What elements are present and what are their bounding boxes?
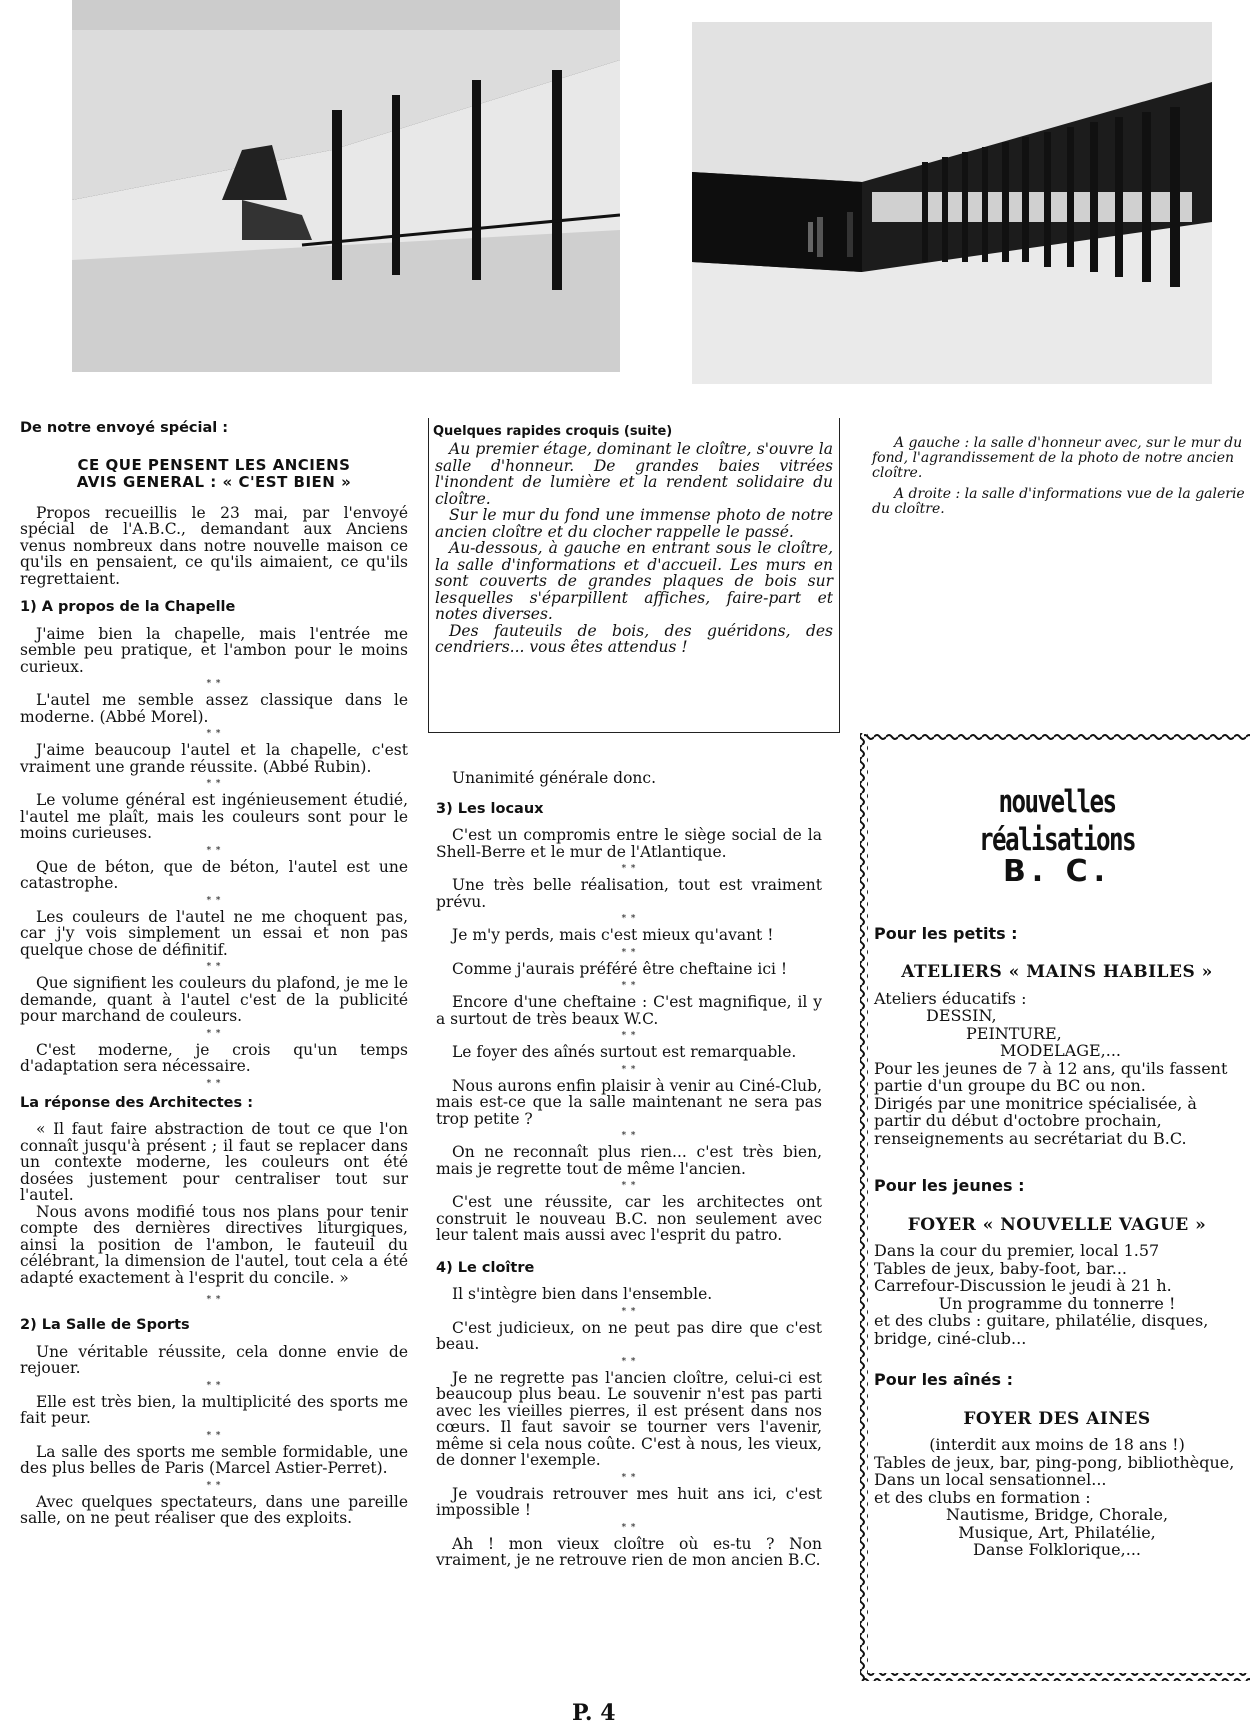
nouvelle-vague-text: Dans la cour du premier, local 1.57	[874, 1241, 1160, 1260]
ateliers-text: Pour les jeunes de 7 à 12 ans, qu'ils fassent partie d'un groupe du BC ou non.	[874, 1058, 1228, 1095]
cloitre-quote: C'est judicieux, on ne peut pas dire que c'est beau.	[436, 1318, 822, 1353]
separator-stars: * *	[621, 1064, 637, 1075]
sports-quote: Une véritable réussite, cela donne envie de rejouer.	[20, 1342, 408, 1377]
section-sports-title: 2) La Salle de Sports	[20, 1317, 190, 1333]
petits-label: Pour les petits :	[874, 923, 1018, 943]
chapelle-quote: L'autel me semble assez classique dans le moderne. (Abbé Morel).	[20, 691, 408, 726]
nouvelle-vague-text: Tables de jeux, baby-foot, bar...	[874, 1258, 1128, 1278]
ateliers-text: Dirigés par une monitrice spécialisée, à partir du début d'octobre prochain, renseignements au secrétariat du B.C.	[874, 1093, 1197, 1148]
chapelle-quote: C'est moderne, je crois qu'un temps d'adaptation sera nécessaire.	[20, 1040, 408, 1075]
locaux-quote: C'est une réussite, car les architectes ont construit le nouveau B.C. non seulement avec leur talent mais aussi avec l'esprit du patro.	[436, 1193, 822, 1244]
photo-salle-honneur	[72, 0, 620, 372]
separator-stars: * *	[206, 679, 222, 689]
atelier-item: MODELAGE,...	[1000, 1041, 1121, 1060]
foyer-aines-title: FOYER DES AINES	[963, 1408, 1151, 1429]
cloitre-quote: Je ne regrette pas l'ancien cloître, celui-ci est beaucoup plus beau. Le souvenir n'est pas parti avec les vieilles pierres, il est présent dans nos cœurs. Il faut savoir se tourner vers l'avenir, même si cela nous coûte. C'est à nous, les vieux, de donner l'exemple.	[436, 1368, 822, 1469]
cloitre-quote: Je voudrais retrouver mes huit ans ici, c'est impossible !	[436, 1484, 822, 1519]
separator-stars: * *	[621, 947, 637, 958]
aines-club: Musique, Art, Philatélie,	[958, 1522, 1156, 1542]
separator-stars: * *	[206, 779, 222, 789]
croquis-paragraph: Sur le mur du fond une immense photo de notre ancien cloître et du clocher rappelle le passé.	[435, 506, 833, 541]
column-middle	[436, 770, 822, 1575]
architectes-paragraph: Nous avons modifié tous nos plans pour tenir compte des dernières directives liturgiques, ainsi la position de l'ambon, le fauteuil du célébrant, la dimension de l'autel, tout cela a été adapté exactement à l'esprit du concile. »	[20, 1202, 408, 1287]
sports-quote: Elle est très bien, la multiplicité des sports me fait peur.	[20, 1392, 408, 1427]
chapelle-quote: Que de béton, que de béton, l'autel est une catastrophe.	[20, 857, 408, 892]
separator-stars: * *	[206, 1078, 222, 1089]
aines-club: Nautisme, Bridge, Chorale,	[945, 1505, 1169, 1524]
sports-quote: Avec quelques spectateurs, dans une pareille salle, on ne peut réaliser que des exploits.	[20, 1492, 408, 1527]
separator-stars: * *	[621, 1131, 637, 1141]
croquis-paragraph: Des fauteuils de bois, des guéridons, des cendriers... vous êtes attendus !	[435, 621, 833, 656]
separator-stars: * *	[206, 1480, 222, 1491]
croquis-paragraph: Au premier étage, dominant le cloître, s'ouvre la salle d'honneur. De grandes baies vitrées l'inondent de lumière et la rendent solidaire du cloître.	[435, 440, 833, 508]
separator-stars: * *	[206, 962, 222, 972]
unanimity-text: Unanimité générale donc.	[452, 769, 657, 787]
section-cloitre-title: 4) Le cloître	[436, 1259, 535, 1276]
intro-paragraph: Propos recueillis le 23 mai, par l'envoyé spécial de l'A.B.C., demandant aux Anciens venus nombreux dans notre nouvelle maison ce qu'ils en pensaient, ce qu'ils aimaient, ce qu'ils regrettaient.	[20, 503, 408, 588]
separator-stars: * *	[206, 845, 222, 856]
aines-text: Tables de jeux, bar, ping-pong, bibliothèque,	[874, 1452, 1235, 1472]
caption-right: A droite : la salle d'informations vue de la galerie du cloître.	[872, 486, 1245, 517]
croquis-paragraph: Au-dessous, à gauche en entrant sous le cloître, la salle d'informations et d'accueil. Les murs en sont couverts de grandes plaques de bois sur lesquelles s'éparpillent affiches, faire-part et notes diverses.	[435, 539, 833, 623]
separator-stars: * *	[621, 1522, 637, 1533]
separator-stars: * *	[621, 981, 637, 991]
separator-stars: * *	[621, 1031, 637, 1041]
separator-stars: * *	[206, 1380, 222, 1391]
nouvelle-vague-text: Carrefour-Discussion le jeudi à 21 h.	[874, 1276, 1172, 1295]
aines-club: Danse Folklorique,...	[973, 1540, 1141, 1559]
separator-stars: * *	[206, 1430, 222, 1441]
foyer-nouvelle-vague-title: FOYER « NOUVELLE VAGUE »	[907, 1214, 1207, 1235]
architectes-paragraph: « Il faut faire abstraction de tout ce que l'on connaît jusqu'à présent ; il faut se replacer dans un contexte moderne, les couleurs ont été dosées justement pour centraliser tout sur l'autel.	[20, 1120, 408, 1204]
croquis-box	[428, 418, 840, 733]
separator-stars: * *	[206, 729, 222, 739]
photo-caption	[872, 436, 1250, 523]
aines-label: Pour les aînés :	[874, 1370, 1014, 1389]
nouvelles-realisations-box	[850, 733, 1250, 1683]
photo-salle-informations	[692, 22, 1212, 384]
chapelle-quote: J'aime bien la chapelle, mais l'entrée me semble peu pratique, et l'ambon pour le moins curieux.	[20, 624, 408, 676]
aines-text: et des clubs en formation :	[874, 1487, 1091, 1507]
chapelle-quote: Le volume général est ingénieusement étudié, l'autel me plaît, mais les couleurs sont pour le moins curieuses.	[20, 791, 408, 842]
separator-stars: * *	[621, 914, 637, 924]
aines-text: Dans un local sensationnel...	[874, 1470, 1107, 1489]
section-architectes-title: La réponse des Architectes :	[20, 1094, 253, 1111]
headline-2: AVIS GENERAL : « C'EST BIEN »	[76, 472, 352, 491]
caption-left: A gauche : la salle d'honneur avec, sur le mur du fond, l'agrandissement de la photo de notre ancien cloître.	[872, 435, 1243, 481]
croquis-title: Quelques rapides croquis (suite)	[433, 424, 673, 439]
separator-stars: * *	[621, 864, 637, 874]
photo-salle-informations-image	[692, 22, 1212, 384]
cloitre-quote: Il s'intègre bien dans l'ensemble.	[452, 1285, 713, 1303]
locaux-quote: Le foyer des aînés surtout est remarquable.	[452, 1043, 797, 1061]
sports-quote: La salle des sports me semble formidable, une des plus belles de Paris (Marcel Astier-Perret).	[20, 1442, 408, 1477]
nouvelle-vague-text: Un programme du tonnerre !	[938, 1293, 1176, 1313]
aines-text: (interdit aux moins de 18 ans !)	[929, 1435, 1185, 1454]
locaux-quote: Nous aurons enfin plaisir à venir au Ciné-Club, mais est-ce que la salle maintenant ne sera pas trop petite ?	[436, 1076, 822, 1128]
section-locaux-title: 3) Les locaux	[436, 800, 544, 817]
section-chapelle-title: 1) A propos de la Chapelle	[20, 599, 236, 615]
cloitre-quote: Ah ! mon vieux cloître où es-tu ? Non vraiment, je ne retrouve rien de mon ancien B.C.	[436, 1534, 822, 1569]
atelier-item: DESSIN,	[926, 1006, 997, 1025]
separator-stars: * *	[206, 1295, 222, 1305]
separator-stars: * *	[206, 895, 222, 906]
chapelle-quote: Les couleurs de l'autel ne me choquent pas, car j'y vois simplement un essai et non pas quelque chose de définitif.	[20, 907, 408, 959]
locaux-quote: Encore d'une cheftaine : C'est magnifique, il y a surtout de très beaux W.C.	[436, 993, 822, 1028]
nouvelle-vague-text: et des clubs : guitare, philatélie, disques, bridge, ciné-club...	[874, 1311, 1209, 1348]
locaux-quote: On ne reconnaît plus rien... c'est très bien, mais je regrette tout de même l'ancien.	[436, 1143, 822, 1178]
locaux-quote: C'est un compromis entre le siège social de la Shell-Berre et le mur de l'Atlantique.	[436, 826, 822, 861]
column-left	[20, 420, 408, 1533]
envoye-special-label: De notre envoyé spécial :	[20, 420, 229, 436]
nouvelles-realisations-title: nouvelles réalisations	[979, 784, 1135, 858]
nouvelles-realisations-subtitle: B. C.	[1002, 854, 1112, 889]
locaux-quote: Une très belle réalisation, tout est vraiment prévu.	[436, 876, 822, 911]
nouvelles-realisations-content	[874, 783, 1240, 1559]
chapelle-quote: Que signifient les couleurs du plafond, je me le demande, quant à l'autel c'est de la publicité pour marchand de couleurs.	[20, 974, 408, 1025]
jeunes-label: Pour les jeunes :	[874, 1176, 1025, 1195]
photo-salle-honneur-image	[72, 0, 620, 372]
ateliers-intro: Ateliers éducatifs :	[874, 988, 1027, 1008]
locaux-quote: Je m'y perds, mais c'est mieux qu'avant !	[452, 926, 774, 944]
page-number: P. 4	[572, 1700, 616, 1726]
separator-stars: * *	[621, 1181, 637, 1191]
separator-stars: * *	[621, 1306, 637, 1317]
ateliers-title: ATELIERS « MAINS HABILES »	[901, 962, 1213, 982]
headline-1: CE QUE PENSENT LES ANCIENS	[77, 455, 351, 474]
atelier-item: PEINTURE,	[966, 1023, 1062, 1043]
separator-stars: * *	[621, 1356, 637, 1367]
separator-stars: * *	[621, 1472, 637, 1483]
chapelle-quote: J'aime beaucoup l'autel et la chapelle, c'est vraiment une grande réussite. (Abbé Rubin).	[20, 741, 408, 776]
locaux-quote: Comme j'aurais préféré être cheftaine ici !	[452, 959, 788, 978]
separator-stars: * *	[206, 1028, 222, 1039]
